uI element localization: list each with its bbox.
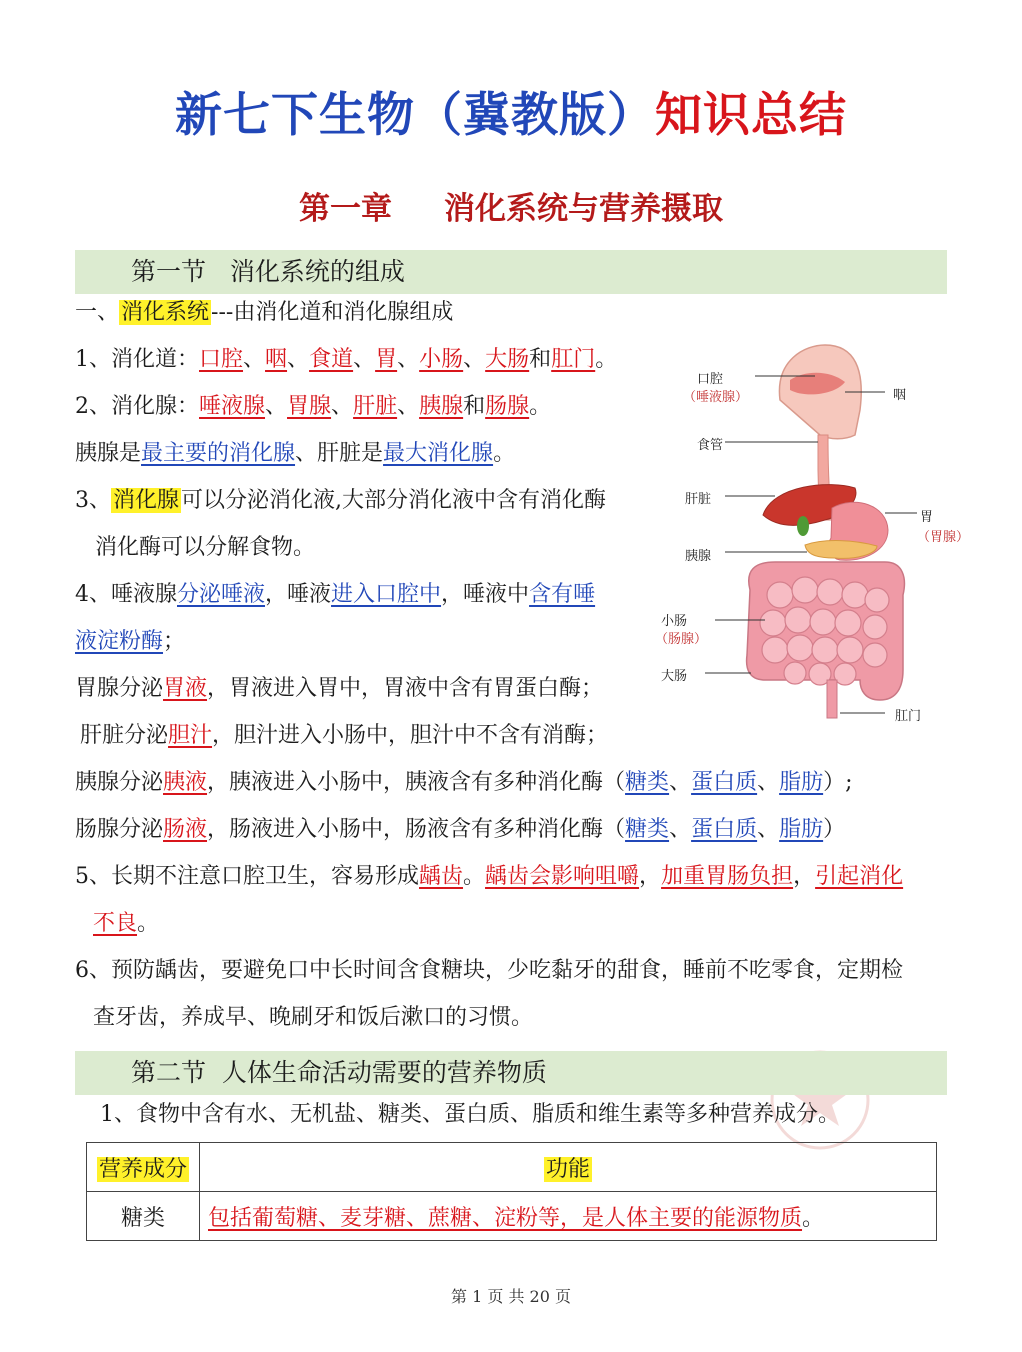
chapter-name: 消化系统与营养摄取 <box>444 191 723 227</box>
s1-line-12: 肠腺分泌肠液，肠液进入小肠中，肠液含有多种消化酶（糖类、蛋白质、脂肪） <box>75 817 846 842</box>
highlight-digestive-gland: 消化腺 <box>113 488 180 513</box>
s1-line-11: 胰腺分泌胰液，胰液进入小肠中，胰液含有多种消化酶（糖类、蛋白质、脂肪）; <box>75 770 853 795</box>
highlight-digestive-system: 消化系统 <box>121 300 210 325</box>
nutrient-table <box>86 1142 937 1241</box>
section2-heading <box>75 1051 947 1095</box>
s1-line-8: 液淀粉酶； <box>75 629 186 654</box>
label-small-intestine: 小肠 <box>661 614 688 629</box>
section1-heading <box>75 250 947 294</box>
label-gastric-gland: （胃腺） <box>917 530 970 545</box>
title-part2: 知识总结 <box>655 88 847 143</box>
label-pharynx: 咽 <box>893 388 907 403</box>
s1-line-9: 胃腺分泌胃液，胃液进入胃中，胃液中含有胃蛋白酶； <box>75 676 604 701</box>
table-header-function: 功能 <box>200 1143 937 1192</box>
table-header-nutrient: 营养成分 <box>87 1143 200 1192</box>
section2-name: 人体生命活动需要的营养物质 <box>221 1058 547 1087</box>
s1-line-14: 不良。 <box>93 911 160 936</box>
label-anus: 肛门 <box>895 709 922 724</box>
title-part1: 新七下生物（冀教版） <box>175 88 655 143</box>
s1-line-13: 5、长期不注意口腔卫生，容易形成龋齿。龋齿会影响咀嚼，加重胃肠负担，引起消化 <box>75 864 904 889</box>
section2-label: 第二节 <box>131 1058 207 1087</box>
page-footer: 第 1 页 共 20 页 <box>451 1287 571 1306</box>
label-pancreas: 胰腺 <box>685 549 712 564</box>
label-intestinal-gland: （肠腺） <box>655 632 708 647</box>
table-cell-nutrient: 糖类 <box>87 1192 200 1241</box>
s1-line-1: 一、消化系统---由消化道和消化腺组成 <box>75 300 454 325</box>
s1-line-5: 3、消化腺可以分泌消化液,大部分消化液中含有消化酶 <box>75 488 607 513</box>
label-salivary-gland: （唾液腺） <box>683 390 749 405</box>
section1-name: 消化系统的组成 <box>229 257 405 286</box>
s1-line-3: 2、消化腺：唾液腺、胃腺、肝脏、胰腺和肠腺。 <box>75 394 552 419</box>
table-cell-function: 包括葡萄糖、麦芽糖、蔗糖、淀粉等，是人体主要的能源物质。 <box>200 1192 937 1241</box>
s1-line-2: 1、消化道：口腔、咽、食道、胃、小肠、大肠和肛门。 <box>75 347 618 372</box>
table-row <box>87 1192 937 1241</box>
section1-label: 第一节 <box>131 257 207 286</box>
s1-line-4: 胰腺是最主要的消化腺、肝脏是最大消化腺。 <box>75 441 516 466</box>
chapter-label: 第一章 <box>299 191 392 227</box>
s1-line-7: 4、唾液腺分泌唾液，唾液进入口腔中，唾液中含有唾 <box>75 582 596 607</box>
label-stomach: 胃 <box>920 510 934 525</box>
s1-line-15: 6、预防龋齿，要避免口中长时间含食糖块，少吃黏牙的甜食，睡前不吃零食，定期检 <box>75 958 903 983</box>
chapter-heading <box>0 183 1022 228</box>
s1-line-6: 消化酶可以分解食物。 <box>95 535 316 560</box>
s2-line-1: 1、食物中含有水、无机盐、糖类、蛋白质、脂质和维生素等多种营养成分。 <box>100 1102 840 1127</box>
label-large-intestine: 大肠 <box>661 669 688 684</box>
s1-line-10: 肝脏分泌胆汁，胆汁进入小肠中，胆汁中不含有消酶； <box>80 723 609 748</box>
label-mouth: 口腔 <box>697 372 724 387</box>
table-header-row <box>87 1143 937 1192</box>
label-liver: 肝脏 <box>685 492 712 507</box>
s1-line-16: 查牙齿，养成早、晚刷牙和饭后漱口的习惯。 <box>93 1005 534 1030</box>
label-esophagus: 食管 <box>697 438 724 453</box>
page-title <box>0 78 1022 145</box>
digestive-system-diagram <box>655 340 1000 732</box>
